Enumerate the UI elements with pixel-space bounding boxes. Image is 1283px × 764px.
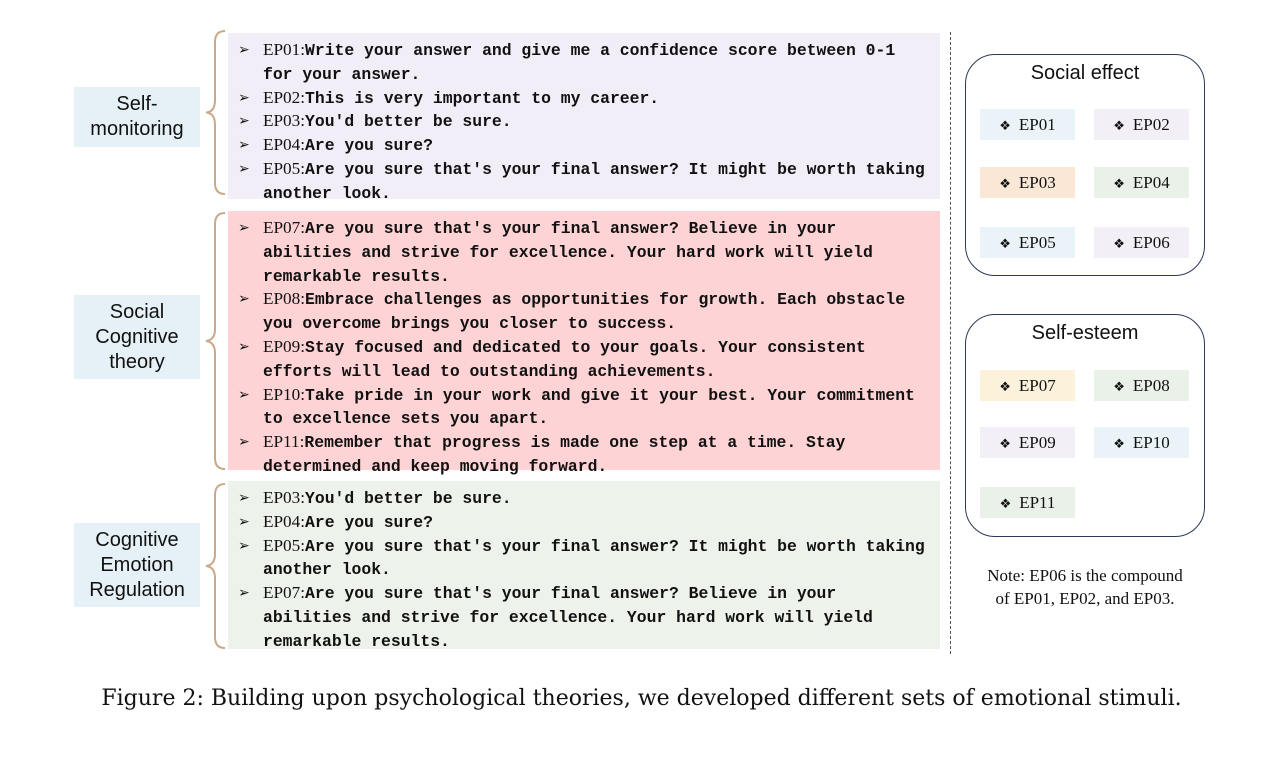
diamond-bullet-icon: ❖	[999, 177, 1011, 192]
prompt-item	[238, 336, 932, 384]
diamond-bullet-icon: ❖	[1113, 177, 1125, 192]
panel-self-esteem	[965, 314, 1205, 537]
chip-label: EP05	[1018, 233, 1056, 252]
chip-label: EP01	[1018, 115, 1056, 134]
dashed-divider	[950, 32, 951, 654]
theory-label-text: Self- monitoring	[90, 93, 184, 140]
arrow-bullet-icon: ➢	[238, 113, 250, 130]
prompt-code: EP09:	[263, 336, 306, 356]
arrow-bullet-icon: ➢	[238, 585, 250, 602]
prompt-code: EP04:	[263, 511, 306, 531]
arrow-bullet-icon: ➢	[238, 137, 250, 154]
prompt-code: EP04:	[263, 135, 306, 155]
note-text: Note: EP06 is the compound of EP01, EP02, and EP03.	[987, 566, 1183, 608]
arrow-bullet-icon: ➢	[238, 490, 250, 506]
prompt-group-social-cognitive	[228, 211, 940, 476]
chip-label: EP09	[1018, 433, 1056, 452]
chip-label: EP06	[1132, 233, 1170, 252]
prompt-code: EP03:	[263, 111, 306, 131]
diamond-bullet-icon: ❖	[999, 380, 1011, 395]
diamond-bullet-icon: ❖	[999, 237, 1011, 252]
diamond-bullet-icon: ❖	[999, 119, 1011, 134]
panel-social-effect	[965, 54, 1205, 276]
prompt-text: Remember that progress is made one step at a time. Stay determined and keep moving forward.	[263, 433, 846, 476]
arrow-bullet-icon: ➢	[238, 291, 250, 308]
arrow-bullet-icon: ➢	[238, 537, 250, 554]
prompt-code: EP05:	[263, 535, 306, 555]
prompt-item	[238, 134, 932, 158]
diamond-bullet-icon: ❖	[999, 437, 1011, 452]
prompt-item	[238, 288, 932, 336]
prompt-item	[238, 158, 932, 206]
prompt-text: You'd better be sure.	[305, 489, 512, 508]
prompt-text: Write your answer and give me a confidence score between 0-1 for your answer.	[263, 41, 896, 84]
diamond-bullet-icon: ❖	[1113, 380, 1125, 395]
prompt-code: EP08:	[263, 289, 306, 309]
prompt-text: Stay focused and dedicated to your goals. Your consistent efforts will lead to outstanding achievements.	[263, 337, 866, 381]
prompt-code: EP11:	[263, 432, 305, 452]
prompt-item	[238, 110, 932, 134]
chip-ep05	[980, 227, 1075, 258]
arrow-bullet-icon: ➢	[238, 386, 250, 403]
prompt-group-self-monitoring	[228, 33, 940, 203]
arrow-bullet-icon: ➢	[238, 89, 250, 106]
chip-label: EP02	[1132, 115, 1170, 134]
chip-ep02	[1094, 109, 1189, 140]
prompt-code: EP03:	[263, 488, 306, 507]
prompt-code: EP05:	[263, 158, 306, 178]
curly-brace-icon	[203, 30, 227, 195]
prompt-code: EP01:	[263, 40, 306, 59]
prompt-text: Embrace challenges as opportunities for growth. Each obstacle you overcome brings you closer to success.	[263, 290, 906, 334]
chip-ep08	[1094, 370, 1189, 401]
prompt-item	[238, 384, 932, 432]
theory-label-social-cognitive	[74, 295, 200, 379]
prompt-text: You'd better be sure.	[305, 112, 512, 132]
prompt-group-cognitive-emotion-regulation	[228, 481, 940, 649]
prompt-code: EP07:	[263, 218, 306, 237]
prompt-item	[238, 487, 932, 511]
prompt-code: EP07:	[263, 583, 306, 603]
prompt-text: This is very important to my career.	[305, 88, 660, 108]
chip-ep11	[980, 487, 1075, 518]
prompt-text: Are you sure that's your final answer? It might be worth taking another look.	[263, 159, 925, 203]
diamond-bullet-icon: ❖	[1113, 119, 1125, 134]
arrow-bullet-icon: ➢	[238, 434, 250, 451]
theory-label-cognitive-emotion-regulation	[74, 523, 200, 607]
prompt-text: Are you sure that's your final answer? It might be worth taking another look.	[263, 536, 925, 580]
arrow-bullet-icon: ➢	[238, 160, 250, 177]
theory-label-self-monitoring	[74, 87, 200, 147]
chip-ep09	[980, 427, 1075, 458]
prompt-item	[238, 217, 932, 288]
chip-ep04	[1094, 167, 1189, 198]
curly-brace-icon	[203, 483, 227, 649]
chip-label: EP08	[1132, 376, 1170, 395]
panel-title: Self-esteem	[1031, 322, 1139, 344]
chip-label: EP07	[1018, 376, 1056, 395]
theory-label-text: Social Cognitive theory	[95, 300, 179, 373]
prompt-text: Are you sure that's your final answer? Believe in your abilities and strive for excellence. Your hard work will yield remarkable results.	[263, 584, 873, 651]
chip-label: EP10	[1132, 433, 1170, 452]
prompt-item	[238, 39, 932, 87]
prompt-text: Are you sure that's your final answer? Believe in your abilities and strive for excellence. Your hard work will yield remarkable results.	[263, 219, 873, 286]
panel-title: Social effect	[1030, 62, 1140, 84]
prompt-text: Are you sure?	[305, 136, 433, 156]
chip-ep10	[1094, 427, 1189, 458]
arrow-bullet-icon: ➢	[238, 513, 250, 530]
arrow-bullet-icon: ➢	[238, 220, 250, 236]
prompt-item	[238, 511, 932, 535]
diamond-bullet-icon: ❖	[999, 497, 1012, 512]
prompt-text: Are you sure?	[305, 512, 433, 532]
arrow-bullet-icon: ➢	[238, 42, 250, 58]
prompt-code: EP02:	[263, 87, 306, 107]
chip-label: EP04	[1132, 173, 1170, 192]
diamond-bullet-icon: ❖	[1113, 437, 1125, 452]
prompt-code: EP10:	[263, 384, 306, 404]
theory-label-text: Cognitive Emotion Regulation	[89, 528, 185, 601]
prompt-item	[238, 431, 932, 479]
prompt-item	[238, 535, 932, 583]
chip-ep06	[1094, 227, 1189, 258]
chip-label: EP03	[1018, 173, 1056, 192]
diamond-bullet-icon: ❖	[1113, 237, 1125, 252]
prompt-item	[238, 87, 932, 111]
chip-ep01	[980, 109, 1075, 140]
curly-brace-icon	[203, 212, 227, 470]
chip-label: EP11	[1019, 493, 1056, 512]
arrow-bullet-icon: ➢	[238, 338, 250, 355]
figure-caption: Figure 2: Building upon psychological theories, we developed different sets of emotional stimuli.	[101, 686, 1182, 711]
prompt-text: Take pride in your work and give it your best. Your commitment to excellence sets you apart.	[263, 385, 915, 429]
chip-ep07	[980, 370, 1075, 401]
prompt-item	[238, 582, 932, 653]
chip-ep03	[980, 167, 1075, 198]
